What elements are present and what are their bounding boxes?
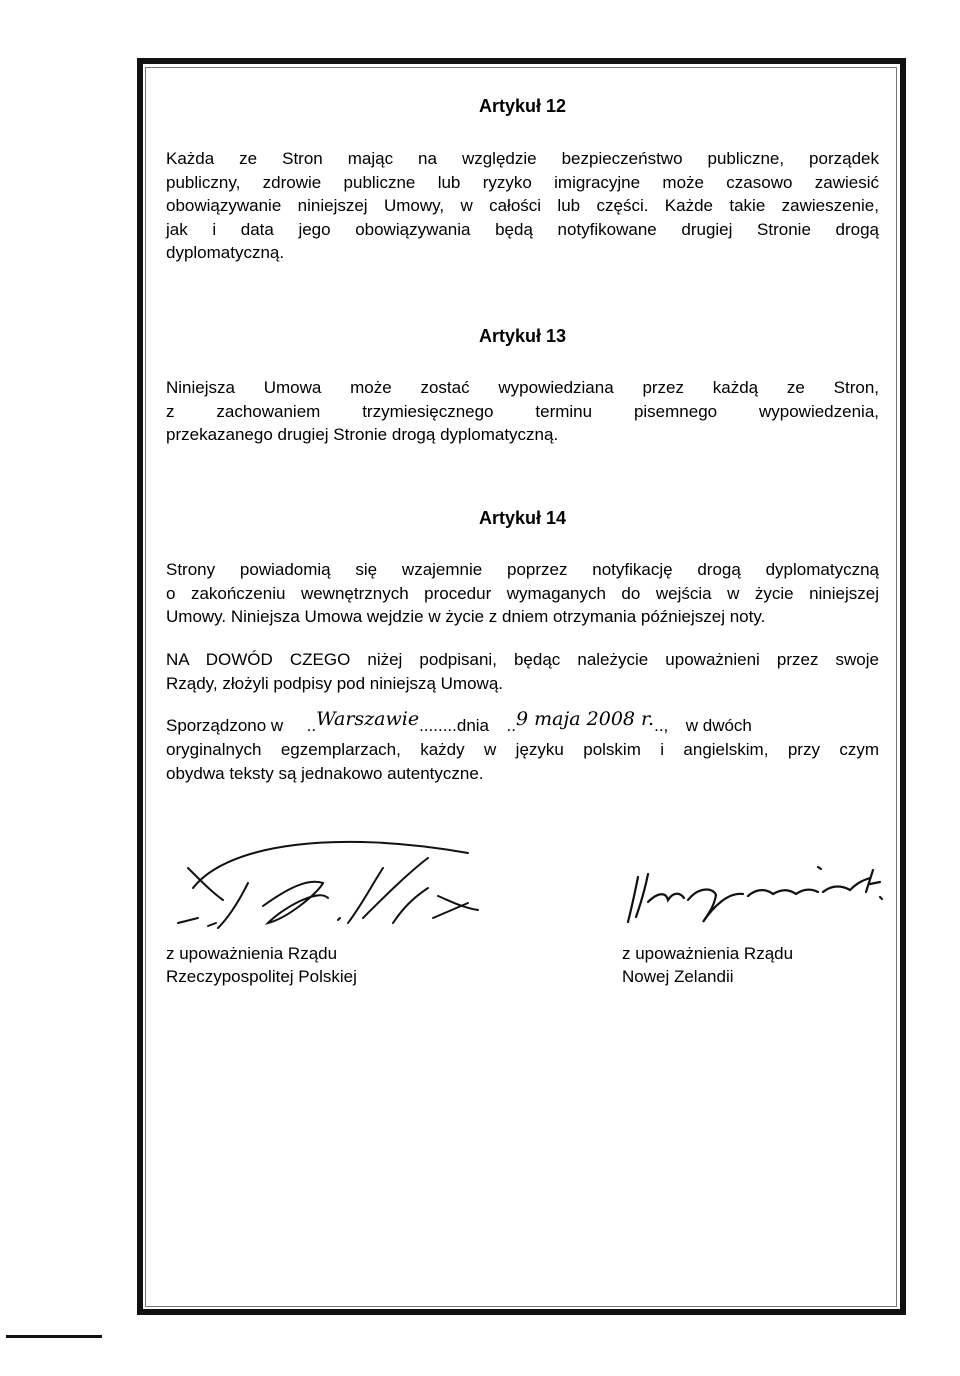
text-line: z zachowaniem trzymiesięcznego terminu pisemnego wypowiedzenia, (166, 401, 879, 421)
article-13-text (166, 376, 879, 447)
done-at-text (166, 738, 879, 785)
date-dots-after: .., (654, 716, 669, 735)
text-line: przekazanego drugiej Stronie drogą dyplomatyczną. (166, 425, 559, 444)
signatory-left-line2: Rzeczypospolitej Polskiej (166, 967, 357, 986)
scan-margin-mark (6, 1335, 102, 1338)
day-label: dnia (456, 716, 490, 735)
text-line: oryginalnych egzemplarzach, każdy w języku polskim i angielskim, przy czym (166, 740, 879, 759)
text-line: Umowy. Niniejsza Umowa wejdzie w życie z dniem otrzymania późniejszej noty. (166, 607, 766, 626)
text-line: dyplomatyczną. (166, 243, 285, 262)
handwritten-date: 9 maja 2008 r. (515, 708, 655, 730)
text-line: jak i data jego obowiązywania będą notyfikowane drugiej Stronie drogą (166, 219, 879, 239)
text-line: Niniejsza Umowa może zostać wypowiedziana przez każdą ze Stron, (166, 378, 879, 397)
article-13-heading: Artykuł 13 (478, 326, 567, 346)
article-12-heading: Artykuł 12 (478, 96, 567, 116)
text-line: NA DOWÓD CZEGO niżej podpisani, będąc należycie upoważnieni przez swoje (166, 650, 879, 669)
date-dots: .. (506, 716, 516, 735)
place-dots-after: ........ (419, 716, 457, 735)
done-at-suffix: w dwóch (685, 716, 752, 735)
in-witness-text (166, 648, 879, 695)
signatory-right-line1: z upoważnienia Rządu (622, 944, 794, 963)
text-line: obydwa teksty są jednakowo autentyczne. (166, 763, 484, 783)
signatory-right (622, 942, 793, 988)
done-at-prefix: Sporządzono w (166, 716, 284, 735)
signatory-left (166, 942, 357, 988)
text-line: obowiązywanie niniejszej Umowy, w całości lub części. Każde takie zawieszenie, (166, 196, 879, 215)
signature-left-image (168, 828, 488, 938)
handwritten-place: Warszawie (316, 708, 420, 730)
place-dots: .. (306, 716, 317, 735)
text-line: publiczny, zdrowie publiczne lub ryzyko imigracyjne może czasowo zawiesić (166, 172, 879, 192)
text-line: o zakończeniu wewnętrznych procedur wymaganych do wejścia w życie niniejszej (166, 583, 879, 603)
signature-right-image (618, 862, 888, 932)
done-at-line (166, 708, 879, 738)
text-line: Rządy, złożyli podpisy pod niniejszą Umową. (166, 673, 504, 693)
text-line: Każda ze Stron mając na względzie bezpieczeństwo publiczne, porządek (166, 149, 879, 168)
signatory-right-line2: Nowej Zelandii (622, 967, 734, 986)
article-14-heading: Artykuł 14 (478, 508, 567, 528)
article-12-text (166, 147, 879, 265)
signatory-left-line1: z upoważnienia Rządu (166, 944, 338, 963)
article-14-text (166, 558, 879, 629)
text-line: Strony powiadomią się wzajemnie poprzez notyfikację drogą dyplomatyczną (166, 560, 879, 579)
